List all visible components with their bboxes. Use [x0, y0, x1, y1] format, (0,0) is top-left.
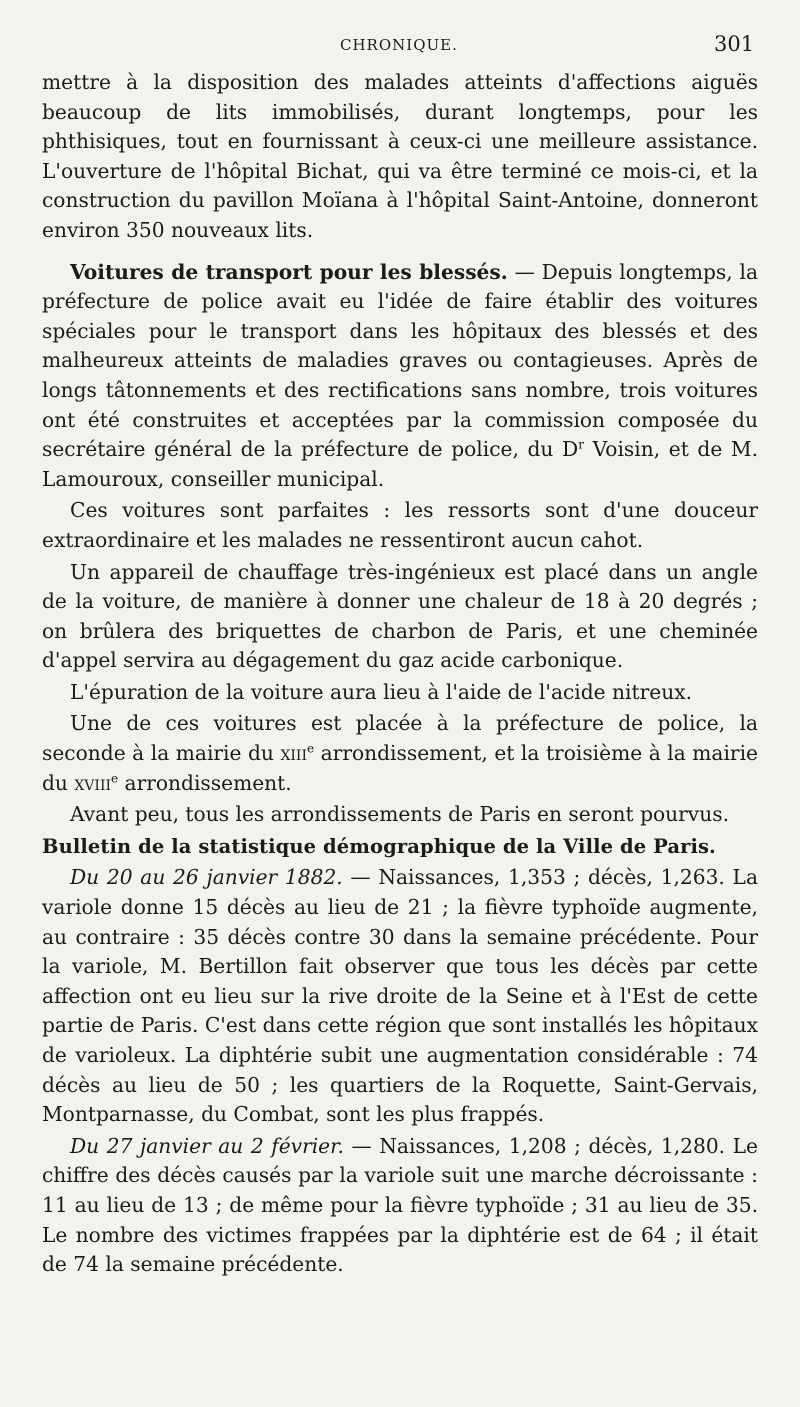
bulletin-week1-body: — Naissances, 1,353 ; décès, 1,263. La variole donne 15 décès au lieu de 21 ; la fièvre typhoïde augmente, au contraire : 35 décès contre 30 dans la semaine précédente. Pour la variole, M. Bertillon fait observer que tous les décès par cette affection ont eu lieu sur la rive droite de la Seine et à l'Est de cette partie de Paris. C'est dans cette région que sont installés les hôpitaux de varioleux. La diphtérie subit une augmentation considérable : 74 décès au lieu de 50 ; les quartiers de la Roquette, Saint-Gervais, Montparnasse, du Combat, sont les plus frappés.: [42, 865, 758, 1127]
locations-text-b: arrondissement, et la troisième à la mairie du: [42, 741, 758, 795]
paragraph-bulletin-week1: [42, 863, 758, 1129]
superscript-r: r: [578, 437, 584, 452]
page-header: [0, 32, 760, 62]
date-week1: Du 20 au 26 janvier 1882.: [70, 865, 343, 890]
section-heading-bulletin: Bulletin de la statistique démographique de la Ville de Paris.: [42, 834, 716, 858]
paragraph-voitures-conclusion: Avant peu, tous les arrondissements de Paris en seront pourvus.: [70, 802, 729, 827]
body-text: [42, 68, 758, 1280]
section-heading-voitures: Voitures de transport pour les blessés.: [70, 259, 508, 284]
paragraph-voitures-purification: L'épuration de la voiture aura lieu à l'aide de l'acide nitreux.: [70, 679, 692, 704]
paragraph-voitures-tail: Voisin, et de M. Lamouroux, conseiller municipal.: [42, 437, 758, 491]
paragraph-voitures-intro: [42, 258, 758, 495]
running-head: CHRONIQUE.: [340, 36, 458, 54]
bulletin-week2-body: — Naissances, 1,208 ; décès, 1,280. Le chiffre des décès causés par la variole suit une marche décroissante : 11 au lieu de 13 ; de même pour la fièvre typhoïde ; 31 au lieu de 35. Le nombre des victimes frappées par la diphtérie est de 64 ; il était de 74 la semaine précédente.: [42, 1133, 759, 1277]
locations-text-c: arrondissement.: [118, 770, 292, 795]
paragraph-voitures-suspension: Ces voitures sont parfaites : les ressorts sont d'une douceur extraordinaire et les malades ne ressentiront aucun cahot.: [42, 498, 758, 552]
roman-numeral-18: xviii: [74, 770, 112, 795]
page-number: 301: [714, 32, 755, 56]
paragraph-bulletin-week2: [42, 1132, 758, 1280]
paragraph-voitures-body: — Depuis longtemps, la préfecture de police avait eu l'idée de faire établir des voitures spéciales pour le transport dans les hôpitaux des blessés et des malheureux atteints de maladies graves ou contagieuses. Après de longs tâtonnements et des rectifications sans nombre, trois voitures ont été construites et acceptées par la commission composée du secrétaire général de la préfecture de police, du D: [42, 259, 758, 462]
date-week2: Du 27 janvier au 2 février.: [70, 1133, 344, 1158]
paragraph-voitures-heating: Un appareil de chauffage très-ingénieux est placé dans un angle de la voiture, de manière à donner une chaleur de 18 à 20 degrés ; on brûlera des briquettes de charbon de Paris, et une cheminée d'appel servira au dégagement du gaz acide carbonique.: [42, 559, 758, 673]
paragraph-voitures-locations: [42, 709, 758, 798]
superscript-e-2: e: [111, 770, 119, 785]
roman-numeral-13: xiii: [280, 741, 307, 766]
paragraph-hospital-beds: mettre à la disposition des malades atteints d'affections aiguës beaucoup de lits immobilisés, durant longtemps, pour les phthisiques, tout en fournissant à ceux-ci une meilleure assistance. L'ouverture de l'hôpital Bichat, qui va être terminé ce mois-ci, et la construction du pavillon Moïana à l'hôpital Saint-Antoine, donneront environ 350 nouveaux lits.: [42, 70, 758, 242]
locations-text-a: Une de ces voitures est placée à la préfecture de police, la seconde à la mairie du: [42, 711, 758, 766]
superscript-e-1: e: [307, 741, 315, 756]
